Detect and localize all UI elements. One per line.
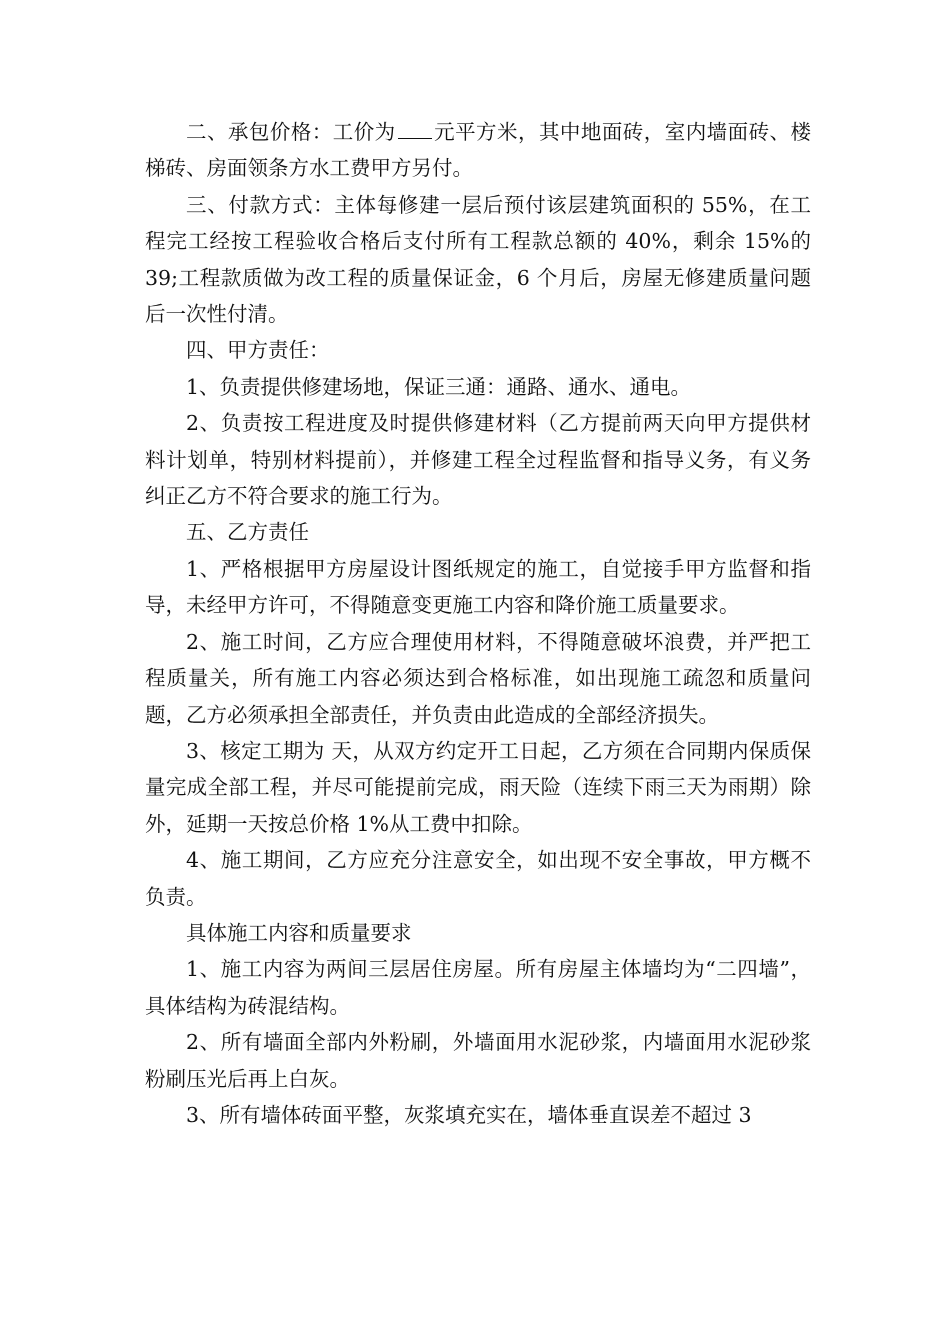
- paragraph-party-b-item-2: 2、施工时间，乙方应合理使用材料，不得随意破坏浪费，并严把工程质量关，所有施工内容必须达到合格标准，如出现施工疏忽和质量问题，乙方必须承担全部责任，并负责由此造成的全部经济损失。: [145, 629, 811, 727]
- paragraph-party-b-item-3: 3、核定工期为 天，从双方约定开工日起，乙方须在合同期内保质保量完成全部工程，并尽可能提前完成，雨天险（连续下雨三天为雨期）除外，延期一天按总价格 1%从工费中扣除。: [145, 738, 811, 836]
- contract-price-rest: 元平方米，其中地面砖，室内墙面砖、楼梯砖、房面领条方水工费甲方另付。: [145, 120, 812, 181]
- price-blank: [398, 118, 432, 139]
- paragraph-party-a-item-1: 1、负责提供修建场地，保证三通：通路、通水、通电。: [186, 374, 692, 399]
- paragraph-payment-method: 三、付款方式：主体每修建一层后预付该层建筑面积的 55%，在工程完工经按工程验收合格后支付所有工程款总额的 40%，剩余 15%的 39;工程款质做为改工程的质量保证金，6 个月后，房屋无修建质量问题后一次性付清。: [145, 192, 811, 327]
- paragraph-requirement-3: 3、所有墙体砖面平整，灰浆填充实在，墙体垂直误差不超过 3: [186, 1102, 752, 1127]
- paragraph-party-b-item-1: 1、严格根据甲方房屋设计图纸规定的施工，自觉接手甲方监督和指导，未经甲方许可，不得随意变更施工内容和降价施工质量要求。: [145, 556, 811, 618]
- paragraph-contract-price: [145, 114, 811, 187]
- paragraph-requirement-2: 2、所有墙面全部内外粉刷，外墙面用水泥砂浆，内墙面用水泥砂浆粉刷压光后再上白灰。: [145, 1030, 811, 1091]
- heading-construction-requirements: 具体施工内容和质量要求: [186, 920, 412, 945]
- heading-party-b-responsibility: 五、乙方责任: [186, 520, 309, 545]
- paragraph-party-a-item-2: 2、负责按工程进度及时提供修建材料（乙方提前两天向甲方提供材料计划单，特别材料提前），并修建工程全过程监督和指导义务，有义务纠正乙方不符合要求的施工行为。: [145, 411, 811, 509]
- document-body: [145, 114, 811, 1133]
- contract-price-lead: 二、承包价格：工价为: [186, 120, 396, 144]
- paragraph-requirement-1: 1、施工内容为两间三层居住房屋。所有房屋主体墙均为“二四墙”，具体结构为砖混结构。: [145, 957, 811, 1018]
- heading-party-a-responsibility: 四、甲方责任：: [186, 338, 330, 363]
- paragraph-party-b-item-4: 4、施工期间，乙方应充分注意安全，如出现不安全事故，甲方概不负责。: [145, 848, 811, 909]
